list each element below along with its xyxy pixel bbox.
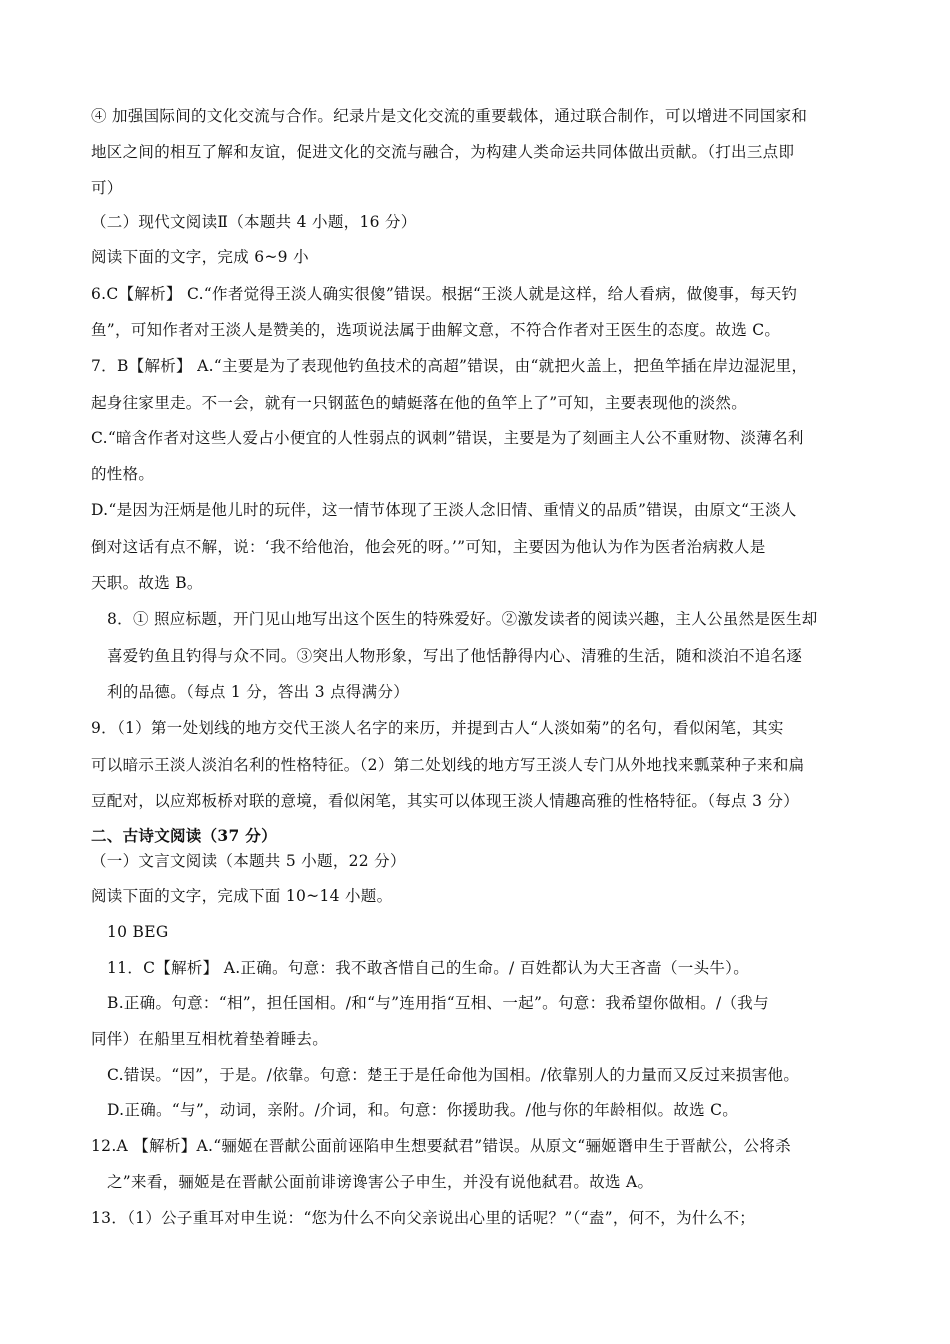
answer-line: 豆配对，以应郑板桥对联的意境，看似闲笔，其实可以体现王淡人情趣高雅的性格特征。（每点 3 分） xyxy=(91,792,800,810)
answer-line: 倒对这话有点不解，说：‘我不给他治，他会死的呀。’”可知，主要因为他认为作为医者治病救人是 xyxy=(91,538,766,556)
answer-line: 的性格。 xyxy=(91,465,155,483)
answer-line: D.“是因为汪炳是他儿时的玩伴，这一情节体现了王淡人念旧情、重情义的品质”错误，由原文“王淡人 xyxy=(91,501,797,519)
answer-line: 喜爱钓鱼且钓得与众不同。③突出人物形象，写出了他恬静得内心、清雅的生活，随和淡泊不追名逐 xyxy=(107,647,803,665)
answer-line: 可） xyxy=(91,179,123,197)
answer-line: 11．C【解析】 A.正确。句意：我不敢吝惜自己的生命。/ 百姓都认为大王吝啬（一头牛）。 xyxy=(107,959,750,977)
answer-line: 9．（1）第一处划线的地方交代王淡人名字的来历，并提到古人“人淡如菊”的名句，看似闲笔，其实 xyxy=(91,719,784,737)
answer-line: 鱼”，可知作者对王淡人是赞美的，选项说法属于曲解文意，不符合作者对王医生的态度。故选 C。 xyxy=(91,321,781,339)
answer-line: 同伴）在船里互相枕着垫着睡去。 xyxy=(91,1030,329,1048)
instruction-line: 阅读下面的文字，完成 6~9 小 xyxy=(91,248,309,266)
instruction-line: 阅读下面的文字，完成下面 10~14 小题。 xyxy=(91,887,393,905)
answer-line: 13．（1）公子重耳对申生说：“您为什么不向父亲说出心里的话呢？”（“盍”，何不，为什么不； xyxy=(91,1209,756,1227)
answer-line: B.正确。句意：“相”，担任国相。/和“与”连用指“互相、一起”。句意：我希望你做相。/（我与 xyxy=(107,994,769,1012)
answer-line: 之”来看，骊姬是在晋献公面前诽谤谗害公子申生，并没有说他弑君。故选 A。 xyxy=(107,1173,654,1191)
answer-line: 6.C【解析】 C.“作者觉得王淡人确实很傻”错误。根据“王淡人就是这样，给人看病，做傻事，每天钓 xyxy=(91,285,798,303)
answer-line: 12.A 【解析】A.“骊姬在晋献公面前诬陷申生想要弑君”错误。从原文“骊姬谮申生于晋献公，公将杀 xyxy=(91,1137,791,1155)
answer-line: 8．① 照应标题，开门见山地写出这个医生的特殊爱好。②激发读者的阅读兴趣，主人公虽然是医生却 xyxy=(107,610,818,628)
section-heading: （一）文言文阅读（本题共 5 小题，22 分） xyxy=(91,852,406,870)
answer-line: D.正确。“与”，动词，亲附。/介词，和。句意：你援助我。/他与你的年龄相似。故选 C。 xyxy=(107,1101,739,1119)
answer-line: 起身往家里走。不一会，就有一只钢蓝色的蜻蜓落在他的鱼竿上了”可知，主要表现他的淡然。 xyxy=(91,394,748,412)
answer-line: 可以暗示王淡人淡泊名利的性格特征。（2）第二处划线的地方写王淡人专门从外地找来瓢菜种子来和扁 xyxy=(91,756,805,774)
answer-line: 天职。故选 B。 xyxy=(91,574,203,592)
answer-line: 地区之间的相互了解和友谊，促进文化的交流与融合，为构建人类命运共同体做出贡献。（打出三点即 xyxy=(91,143,795,161)
answer-line: C.错误。“因”，于是。/依靠。句意：楚王于是任命他为国相。/依靠别人的力量而又反过来损害他。 xyxy=(107,1066,800,1084)
answer-line: C.“暗含作者对这些人爱占小便宜的人性弱点的讽刺”错误，主要是为了刻画主人公不重财物、淡薄名利 xyxy=(91,429,804,447)
answer-line: 利的品德。（每点 1 分，答出 3 点得满分） xyxy=(107,683,410,701)
answer-line: 10 BEG xyxy=(107,923,169,941)
section-heading: （二）现代文阅读Ⅱ（本题共 4 小题，16 分） xyxy=(91,213,417,231)
answer-line: ④ 加强国际间的文化交流与合作。纪录片是文化交流的重要载体，通过联合制作，可以增进不同国家和 xyxy=(91,107,808,125)
section-heading: 二、古诗文阅读（37 分） xyxy=(91,826,277,845)
answer-line: 7．B【解析】 A.“主要是为了表现他钓鱼技术的高超”错误，由“就把火盖上，把鱼竿插在岸边湿泥里， xyxy=(91,357,808,375)
